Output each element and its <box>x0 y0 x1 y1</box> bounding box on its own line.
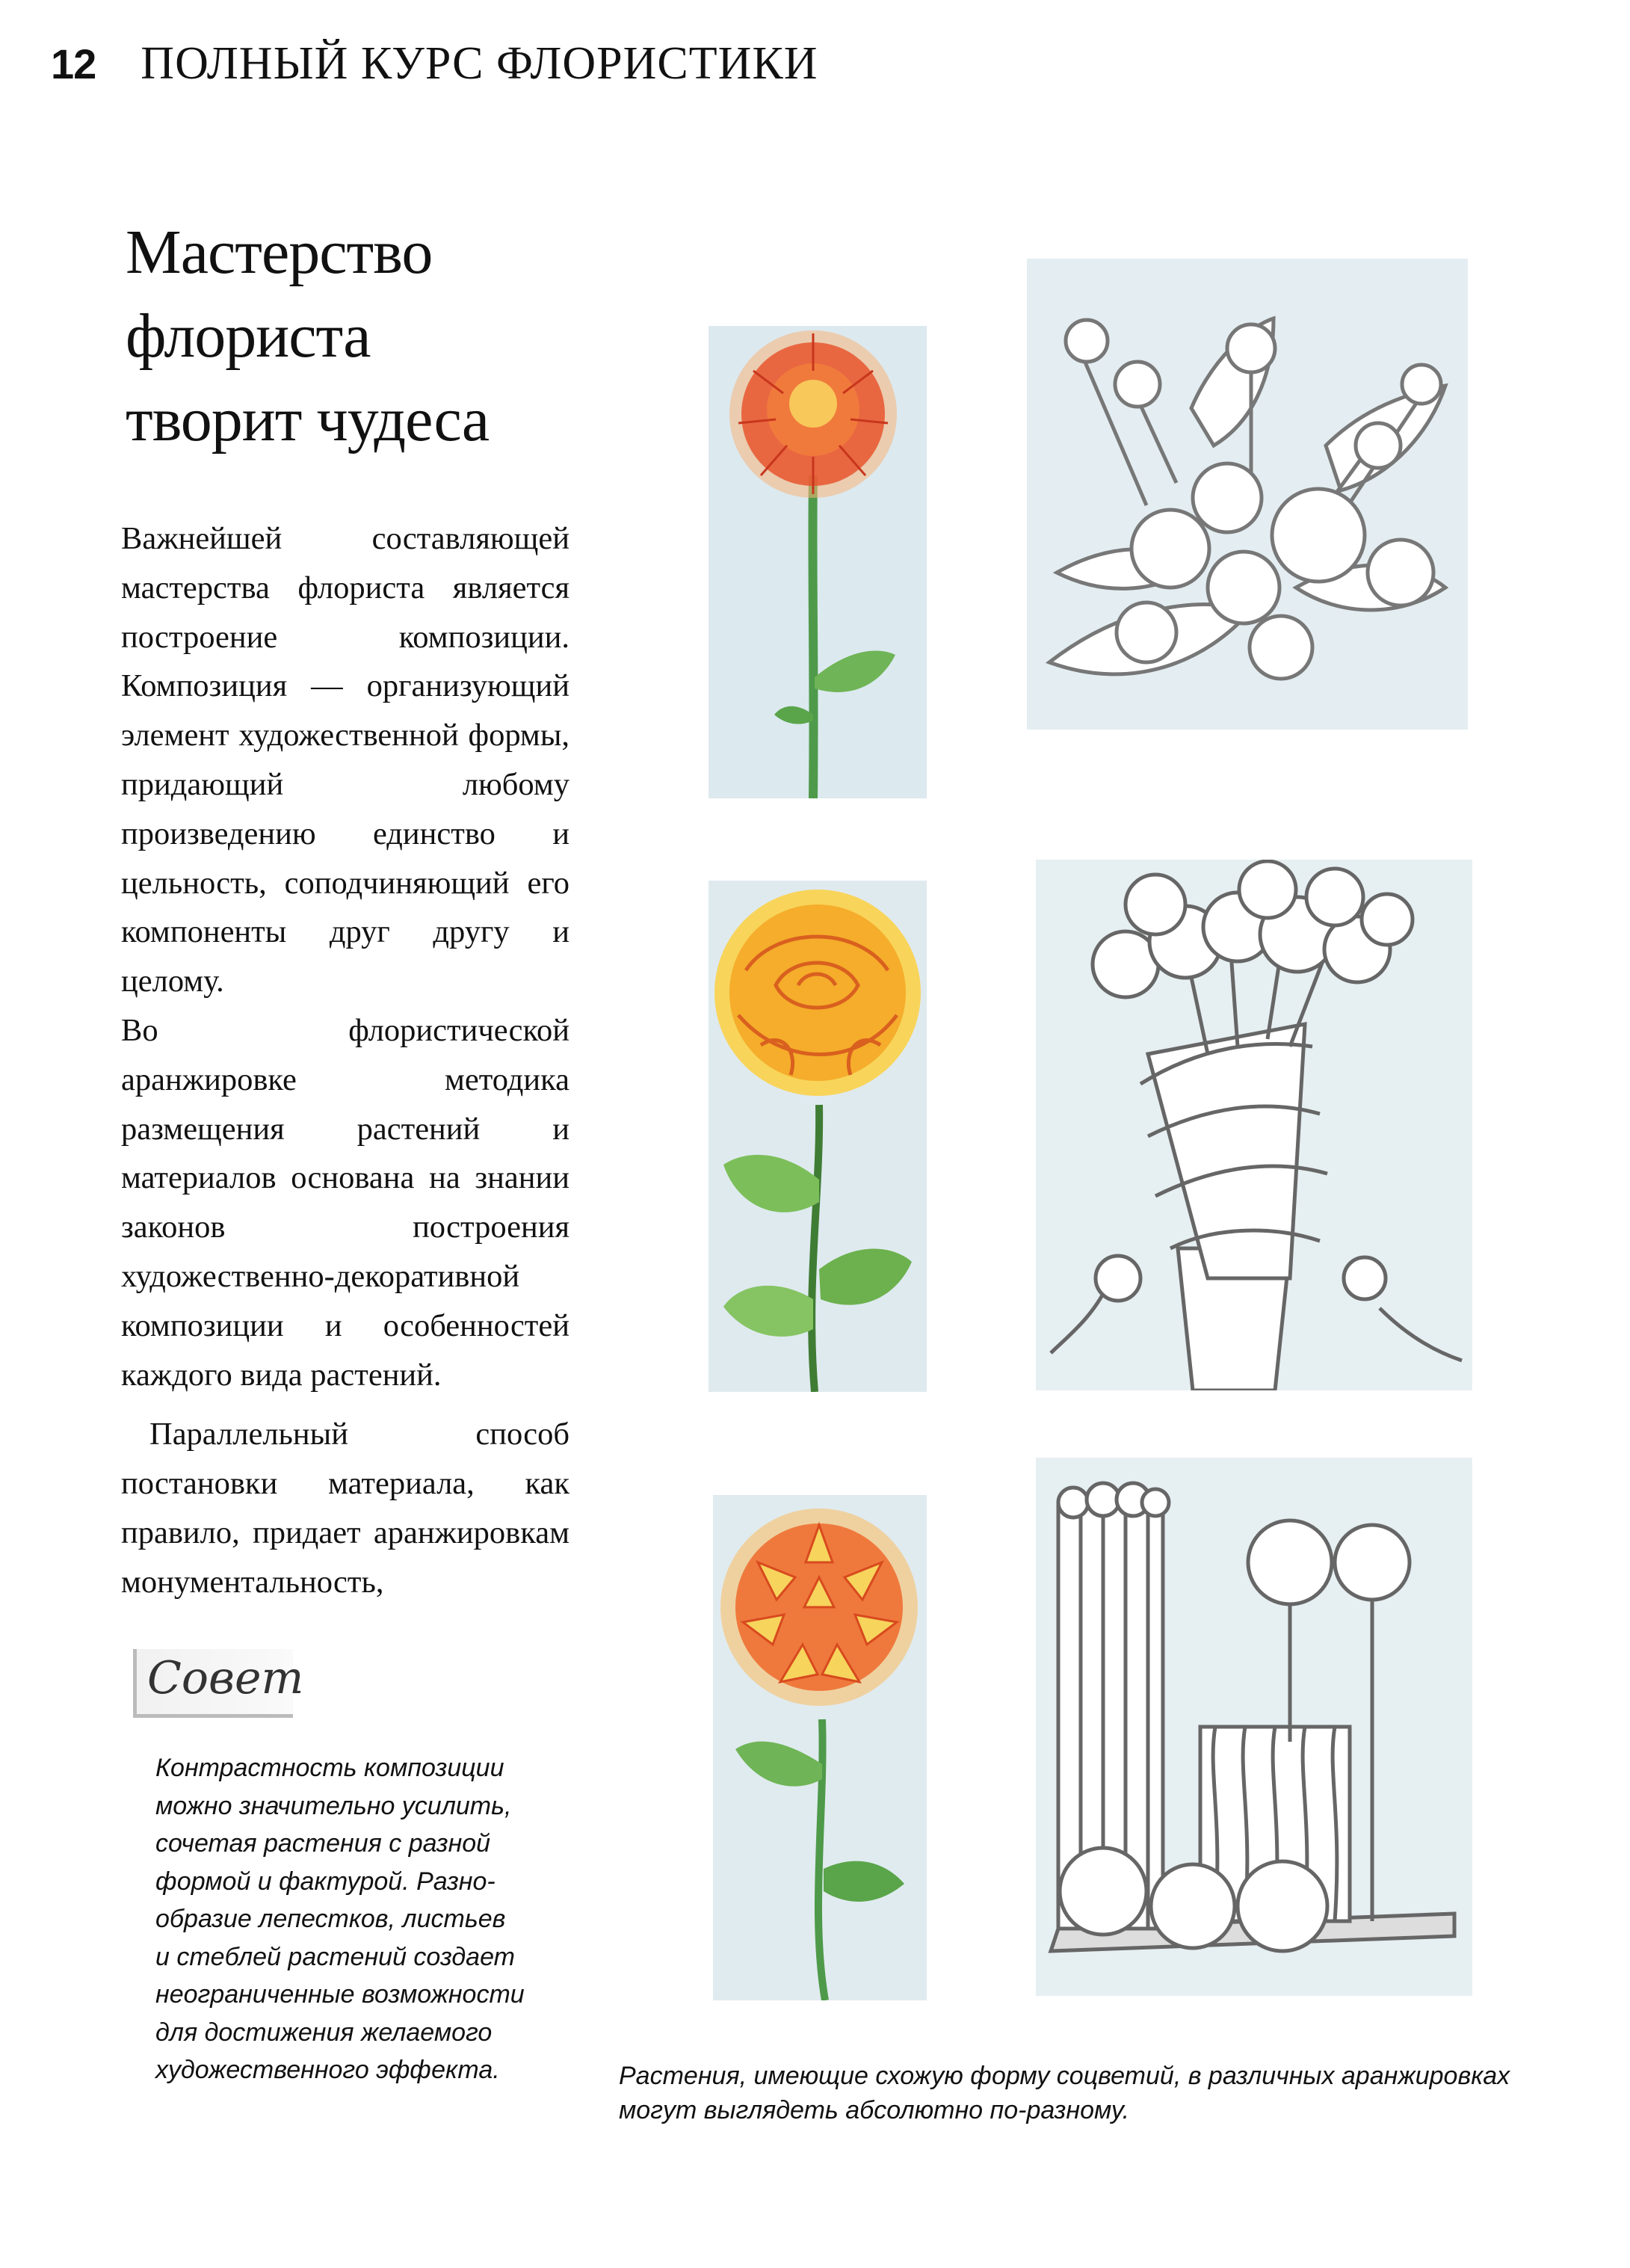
page-header <box>51 37 818 97</box>
illustration-caption <box>619 2059 1590 2127</box>
rose-bouquet-sketch-drawing <box>1036 860 1472 1390</box>
tip-line: для достижения желаемого <box>155 2018 493 2047</box>
stem <box>812 475 813 798</box>
page-number: 12 <box>51 40 96 87</box>
red-dahlia-illustration <box>709 326 927 798</box>
dahlia-bloom <box>720 1509 918 1706</box>
tip-line: можно значительно усилить, <box>155 1791 512 1820</box>
tip-line: формой и фактурой. Разно- <box>155 1867 496 1896</box>
orange-dahlia-drawing <box>713 1495 927 2000</box>
tip-line: образие лепестков, листьев <box>155 1905 506 1933</box>
red-dahlia-drawing <box>709 326 927 798</box>
parallel-arrangement-sketch-drawing <box>1036 1458 1472 1996</box>
tip-line: художественного эффекта. <box>155 2056 500 2084</box>
dahlia-bloom <box>729 330 897 498</box>
tip-line: и стеблей растений создает <box>155 1942 515 1971</box>
orange-dahlia-illustration <box>713 1495 927 2000</box>
rose-bouquet-sketch-illustration <box>1036 860 1472 1390</box>
tip-line: Контрастность композиции <box>155 1754 504 1782</box>
title-line-1: Мастерство <box>126 218 433 287</box>
round-flower-sketch-illustration <box>1027 259 1468 730</box>
title-line-2: флориста <box>126 301 371 371</box>
tip-line: сочетая растения с разной <box>155 1829 491 1858</box>
parallel-arrangement-sketch-illustration <box>1036 1458 1472 1996</box>
article-title <box>126 211 589 462</box>
round-flower-sketch-drawing <box>1027 259 1468 730</box>
tip-label: Совет <box>133 1649 293 1718</box>
article-body <box>121 514 569 1607</box>
caption-line: могут выглядеть абсолютно по-разному. <box>619 2096 1130 2124</box>
caption-line: Растения, имеющие схожую форму соцветий, в различных аранжировках <box>619 2062 1510 2090</box>
paragraph-1: Важнейшей составляющей мастерства флориста является построение композиции. Композиция — организующий элемент художественной формы, придающий любому произведению единство и цельность, соподчиняющий его компоненты друг другу и целому. <box>121 521 569 999</box>
orange-rose-drawing <box>709 881 927 1392</box>
tip-line: неограниченные возможности <box>155 1980 525 2009</box>
paragraph-2: Во флористической аранжировке методика размещения растений и материалов основана на знании законов построения художественно-декоративной композиции и особенностей каждого вида растений. <box>121 1012 569 1393</box>
running-title: ПОЛНЫЙ КУРС ФЛОРИСТИКИ <box>141 38 818 89</box>
title-line-3: творит чудеса <box>126 385 490 454</box>
rose-bloom <box>714 890 921 1096</box>
paragraph-3: Параллельный способ постановки материала, как правило, придает аранжировкам монументальность, <box>121 1417 569 1600</box>
tip-text <box>155 1749 574 2089</box>
orange-rose-illustration <box>709 881 927 1392</box>
